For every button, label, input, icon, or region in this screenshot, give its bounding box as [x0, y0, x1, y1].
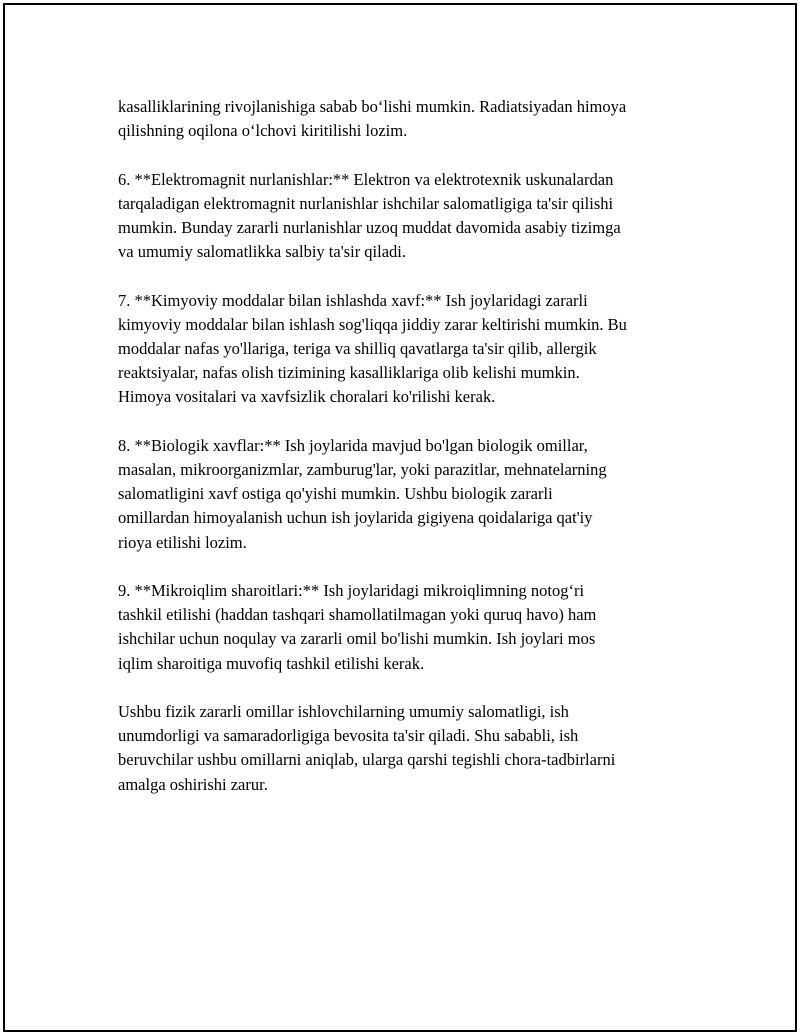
- paragraph-chemical-hazards: 7. **Kimyoviy moddalar bilan ishlashda xavf:** Ish joylaridagi zararli kimyoviy moddalar bilan ishlash sog'liqqa jiddiy zarar keltirishi mumkin. Bu moddalar nafas yo'llariga, teriga va shilliq qavatlarga ta'sir qilib, allergik reaktsiyalar, nafas olish tizimining kasalliklariga olib kelishi mumkin. Himoya vositalari va xavfsizlik choralari ko'rilishi kerak.: [118, 290, 627, 407]
- paragraph-conclusion: Ushbu fizik zararli omillar ishlovchilarning umumiy salomatligi, ish unumdorligi va samaradorligiga bevosita ta'sir qiladi. Shu sababli, ish beruvchilar ushbu omillarni aniqlab, ularga qarshi tegishli chora-tadbirlarni amalga oshirishi zarur.: [118, 702, 616, 794]
- document-body: [118, 95, 698, 821]
- paragraph-biological-hazards: 8. **Biologik xavflar:** Ish joylarida mavjud bo'lgan biologik omillar, masalan, mikroorganizmlar, zamburug'lar, yoki parazitlar, mehnatelarning salomatligini xavf ostiga qo'yishi mumkin. Ushbu biologik zararli omillardan himoyalanish uchun ish joylarida gigiyena qoidalariga qat'iy rioya etilishi lozim.: [118, 435, 607, 552]
- paragraph-radiation-continued: kasalliklarining rivojlanishiga sabab bo‘lishi mumkin. Radiatsiyadan himoya qilishning oqilona o‘lchovi kiritilishi lozim.: [118, 97, 627, 141]
- document-page: [3, 3, 797, 1032]
- paragraph-electromagnetic-radiation: 6. **Elektromagnit nurlanishlar:** Elektron va elektrotexnik uskunalardan tarqaladigan elektromagnit nurlanishlar ishchilar salomatligiga ta'sir qilishi mumkin. Bunday zararli nurlanishlar uzoq muddat davomida asabiy tizimga va umumiy salomatlikka salbiy ta'sir qiladi.: [118, 169, 621, 262]
- paragraph-microclimate: 9. **Mikroiqlim sharoitlari:** Ish joylaridagi mikroiqlimning notog‘ri tashkil etilishi (haddan tashqari shamollatilmagan yoki quruq havo) ham ishchilar uchun noqulay va zararli omil bo'lishi mumkin. Ish joylari mos iqlim sharoitiga muvofiq tashkil etilishi kerak.: [118, 581, 597, 673]
